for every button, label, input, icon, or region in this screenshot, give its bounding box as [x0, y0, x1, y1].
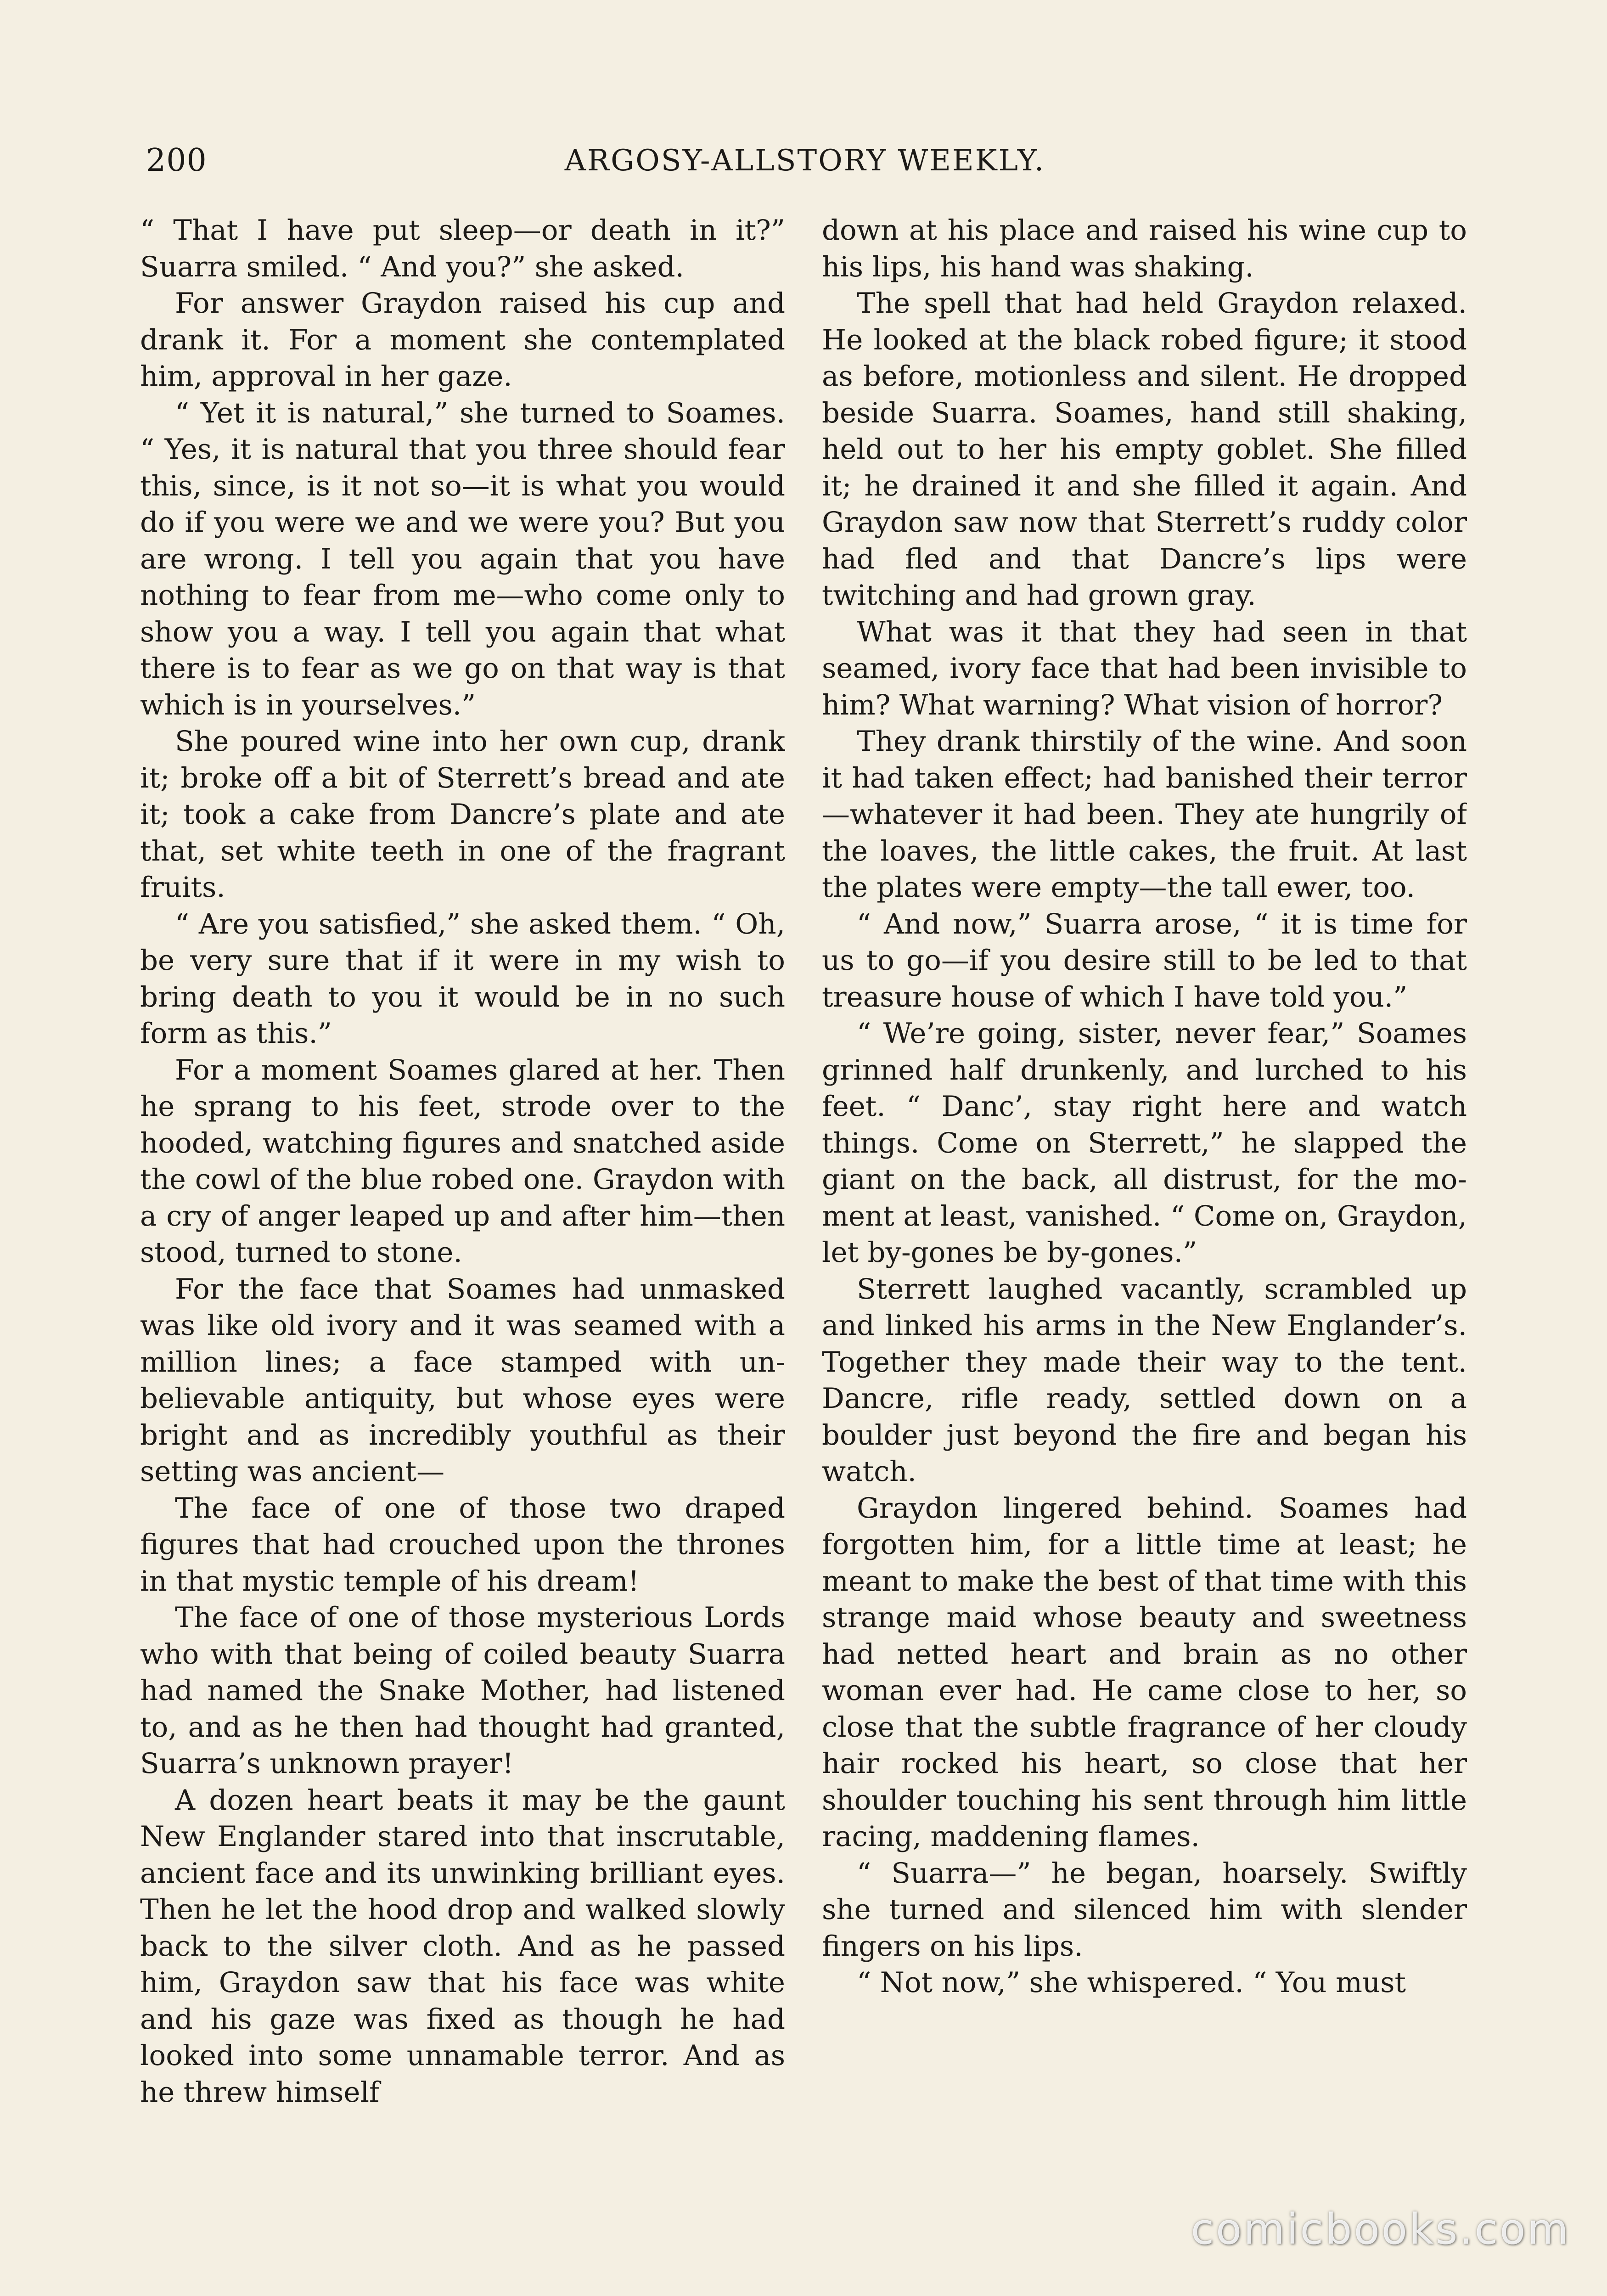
paragraph: The face of one of those two draped figures that had crouched upon the thrones in that mystic temple of his dream! — [140, 1491, 785, 1598]
running-head: ARGOSY-ALLSTORY WEEKLY. — [564, 144, 1045, 178]
paragraph: down at his place and raised his wine cup to his lips, his hand was shaking. — [822, 214, 1467, 283]
paragraph: For a moment Soames glared at her. Then he sprang to his feet, strode over to the hooded, watching figures and snatched aside the cowl of the blue robed one. Graydon with a cry of anger leaped up and after him—then stood, turned to stone. — [140, 1053, 785, 1269]
paragraph: “ Suarra—” he began, hoarsely. Swiftly she turned and silenced him with slender fingers on his lips. — [822, 1857, 1467, 1963]
paragraph: Graydon lingered behind. Soames had forgotten him, for a little time at least; he meant to make the best of that time with this strange maid whose beauty and sweetness had netted heart and brain as no other woman ever had. He came close to her, so close that the subtle fragrance of her cloudy hair rocked his heart, so close that her shoulder touching his sent through him little racing, maddening flames. — [822, 1491, 1467, 1853]
paragraph: “ And now,” Suarra arose, “ it is time for us to go—if you desire still to be led to that treasure house of which I have told you.” — [822, 907, 1467, 1013]
paragraph: The spell that had held Graydon relaxed. He looked at the black robed figure; it stood as before, motionless and silent. He dropped beside Suarra. Soames, hand still shaking, held out to her his empty goblet. She filled it; he drained it and she filled it again. And Graydon saw now that Sterrett’s ruddy color had fled and that Dancre’s lips were twitching and had grown gray. — [822, 287, 1467, 612]
paragraph: What was it that they had seen in that seamed, ivory face that had been invisible to him? What warning? What vision of horror? — [822, 615, 1467, 721]
page-header — [146, 140, 1464, 191]
left-column — [140, 212, 785, 2168]
site-watermark: comicbooks.com — [1191, 2205, 1570, 2254]
paragraph: “ We’re going, sister, never fear,” Soames grinned half drunkenly, and lurched to his feet. “ Danc’, stay right here and watch things. Come on Sterrett,” he slapped the giant on the back, all distrust, for the moment at least, vanished. “ Come on, Graydon, let by-gones be by-gones.” — [822, 1017, 1467, 1269]
paragraph: She poured wine into her own cup, drank it; broke off a bit of Sterrett’s bread and ate it; took a cake from Dancre’s plate and ate that, set white teeth in one of the fragrant fruits. — [140, 725, 785, 904]
right-column — [822, 212, 1467, 2168]
page-number: 200 — [146, 142, 207, 179]
paragraph: “ Yet it is natural,” she turned to Soames. “ Yes, it is natural that you three should fear this, since, is it not so—it is what you would do if you were we and we were you? But you are wrong. I tell you again that you have nothing to fear from me—who come only to show you a way. I tell you again that what there is to fear as we go on that way is that which is in yourselves.” — [140, 396, 785, 721]
paragraph: The face of one of those mysterious Lords who with that being of coiled beauty Suarra had named the Snake Mother, had listened to, and as he then had thought had granted, Suarra’s unknown prayer! — [140, 1601, 785, 1780]
paragraph: For the face that Soames had unmasked was like old ivory and it was seamed with a million lines; a face stamped with unbelievable antiquity, but whose eyes were bright and as incredibly youthful as their setting was ancient— — [140, 1272, 785, 1488]
paragraph: “ That I have put sleep—or death in it?” Suarra smiled. “ And you?” she asked. — [140, 214, 785, 283]
text-columns — [140, 212, 1467, 2168]
paragraph: “ Not now,” she whispered. “ You must — [857, 1966, 1406, 1999]
paragraph: They drank thirstily of the wine. And soon it had taken effect; had banished their terror—whatever it had been. They ate hungrily of the loaves, the little cakes, the fruit. At last the plates were empty—the tall ewer, too. — [822, 725, 1467, 904]
paragraph: A dozen heart beats it may be the gaunt New Englander stared into that inscrutable, ancient face and its unwinking brilliant eyes. Then he let the hood drop and walked slowly back to the silver cloth. And as he passed him, Graydon saw that his face was white and his gaze was fixed as though he had looked into some unnamable terror. And as he threw himself — [140, 1784, 785, 2109]
paragraph: “ Are you satisfied,” she asked them. “ Oh, be very sure that if it were in my wish to bring death to you it would be in no such form as this.” — [140, 907, 785, 1050]
paragraph: For answer Graydon raised his cup and drank it. For a moment she contemplated him, approval in her gaze. — [140, 287, 785, 393]
paragraph: Sterrett laughed vacantly, scrambled up and linked his arms in the New Englander’s. Together they made their way to the tent. Dancre, rifle ready, settled down on a boulder just beyond the fire and began his watch. — [822, 1272, 1467, 1488]
